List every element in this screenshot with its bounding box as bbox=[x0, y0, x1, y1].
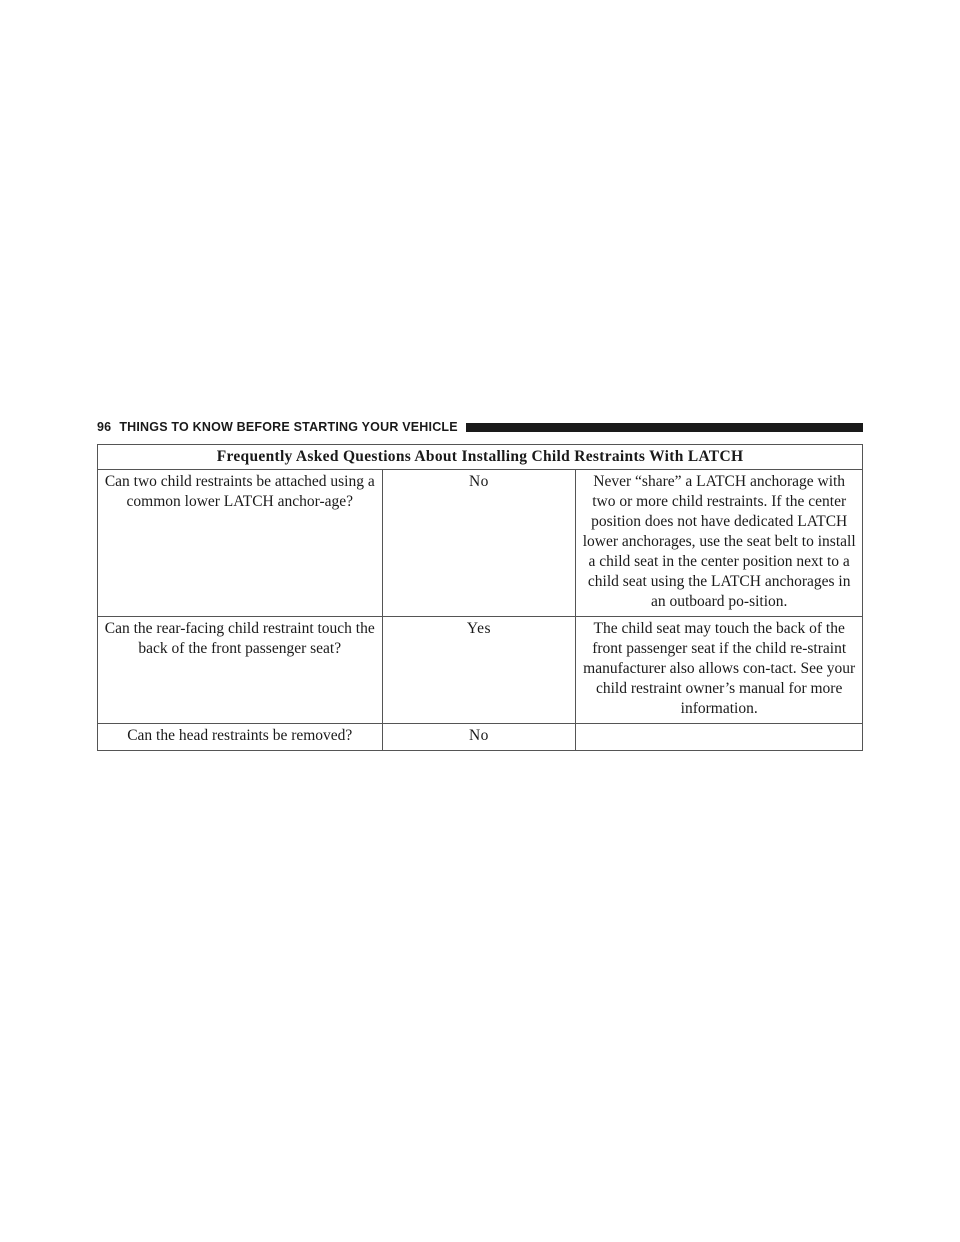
question-cell: Can the rear-facing child restraint touch the back of the front passenger seat? bbox=[98, 617, 383, 724]
table-title-row bbox=[98, 445, 863, 470]
question-cell: Can the head restraints be removed? bbox=[98, 724, 383, 751]
header-rule bbox=[466, 423, 863, 432]
table-row bbox=[98, 617, 863, 724]
table-row bbox=[98, 470, 863, 617]
question-cell: Can two child restraints be attached using a common lower LATCH anchor-age? bbox=[98, 470, 383, 617]
answer-cell: Yes bbox=[382, 617, 576, 724]
section-title: THINGS TO KNOW BEFORE STARTING YOUR VEHICLE bbox=[119, 420, 458, 434]
page-header bbox=[97, 417, 863, 437]
comment-cell bbox=[576, 724, 863, 751]
table-title: Frequently Asked Questions About Installing Child Restraints With LATCH bbox=[98, 445, 863, 470]
comment-cell: The child seat may touch the back of the front passenger seat if the child re-straint manufacturer also allows con-tact. See your child restraint owner’s manual for more information. bbox=[576, 617, 863, 724]
answer-cell: No bbox=[382, 470, 576, 617]
faq-table bbox=[97, 444, 863, 751]
table-row bbox=[98, 724, 863, 751]
comment-cell: Never “share” a LATCH anchorage with two or more child restraints. If the center position does not have dedicated LATCH lower anchorages, use the seat belt to install a child seat in the center position next to a child seat using the LATCH anchorages in an outboard po-sition. bbox=[576, 470, 863, 617]
page-number: 96 bbox=[97, 420, 112, 434]
answer-cell: No bbox=[382, 724, 576, 751]
